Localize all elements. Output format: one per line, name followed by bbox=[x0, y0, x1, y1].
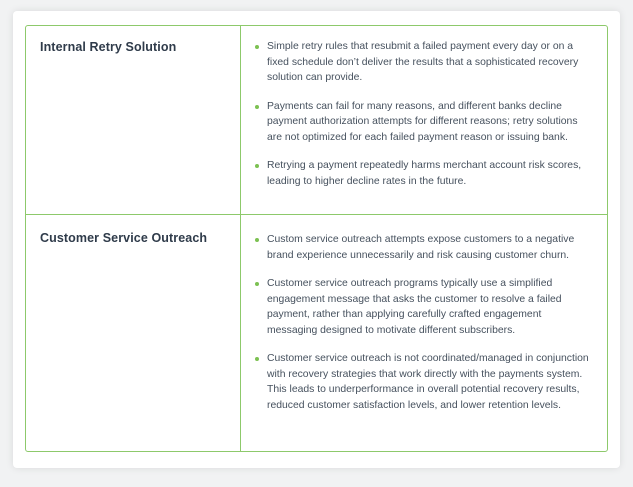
row-label-internal-retry: Internal Retry Solution bbox=[40, 40, 177, 54]
table-row bbox=[26, 26, 607, 215]
list-item: Payments can fail for many reasons, and different banks decline payment authorization attempts for different reasons; retry solutions are not optimized for each failed payment reason or issuing bank. bbox=[254, 99, 594, 146]
list-item: Retrying a payment repeatedly harms merchant account risk scores, leading to higher decline rates in the future. bbox=[254, 158, 594, 189]
list-item: Customer service outreach is not coordinated/managed in conjunction with recovery strategies that work directly with the payments system. This leads to underperformance in overall potential recovery results, reduced customer satisfaction levels, and lower retention levels. bbox=[254, 351, 594, 413]
row-label-customer-service: Customer Service Outreach bbox=[40, 231, 208, 245]
bullet-list bbox=[254, 232, 594, 426]
bullet-list bbox=[254, 39, 594, 202]
comparison-card bbox=[13, 11, 620, 468]
list-item: Customer service outreach programs typically use a simplified engagement message that asks the customer to resolve a failed payment, rather than applying carefully crafted engagement messaging designed to motivate different subscribers. bbox=[254, 276, 594, 338]
list-item: Custom service outreach attempts expose customers to a negative brand experience unnecessarily and risk causing customer churn. bbox=[254, 232, 594, 263]
table-row bbox=[26, 215, 607, 451]
list-item: Simple retry rules that resubmit a failed payment every day or on a fixed schedule don’t deliver the results that a sophisticated recovery solution can provide. bbox=[254, 39, 594, 86]
column-divider bbox=[240, 26, 241, 451]
comparison-table bbox=[25, 25, 608, 452]
